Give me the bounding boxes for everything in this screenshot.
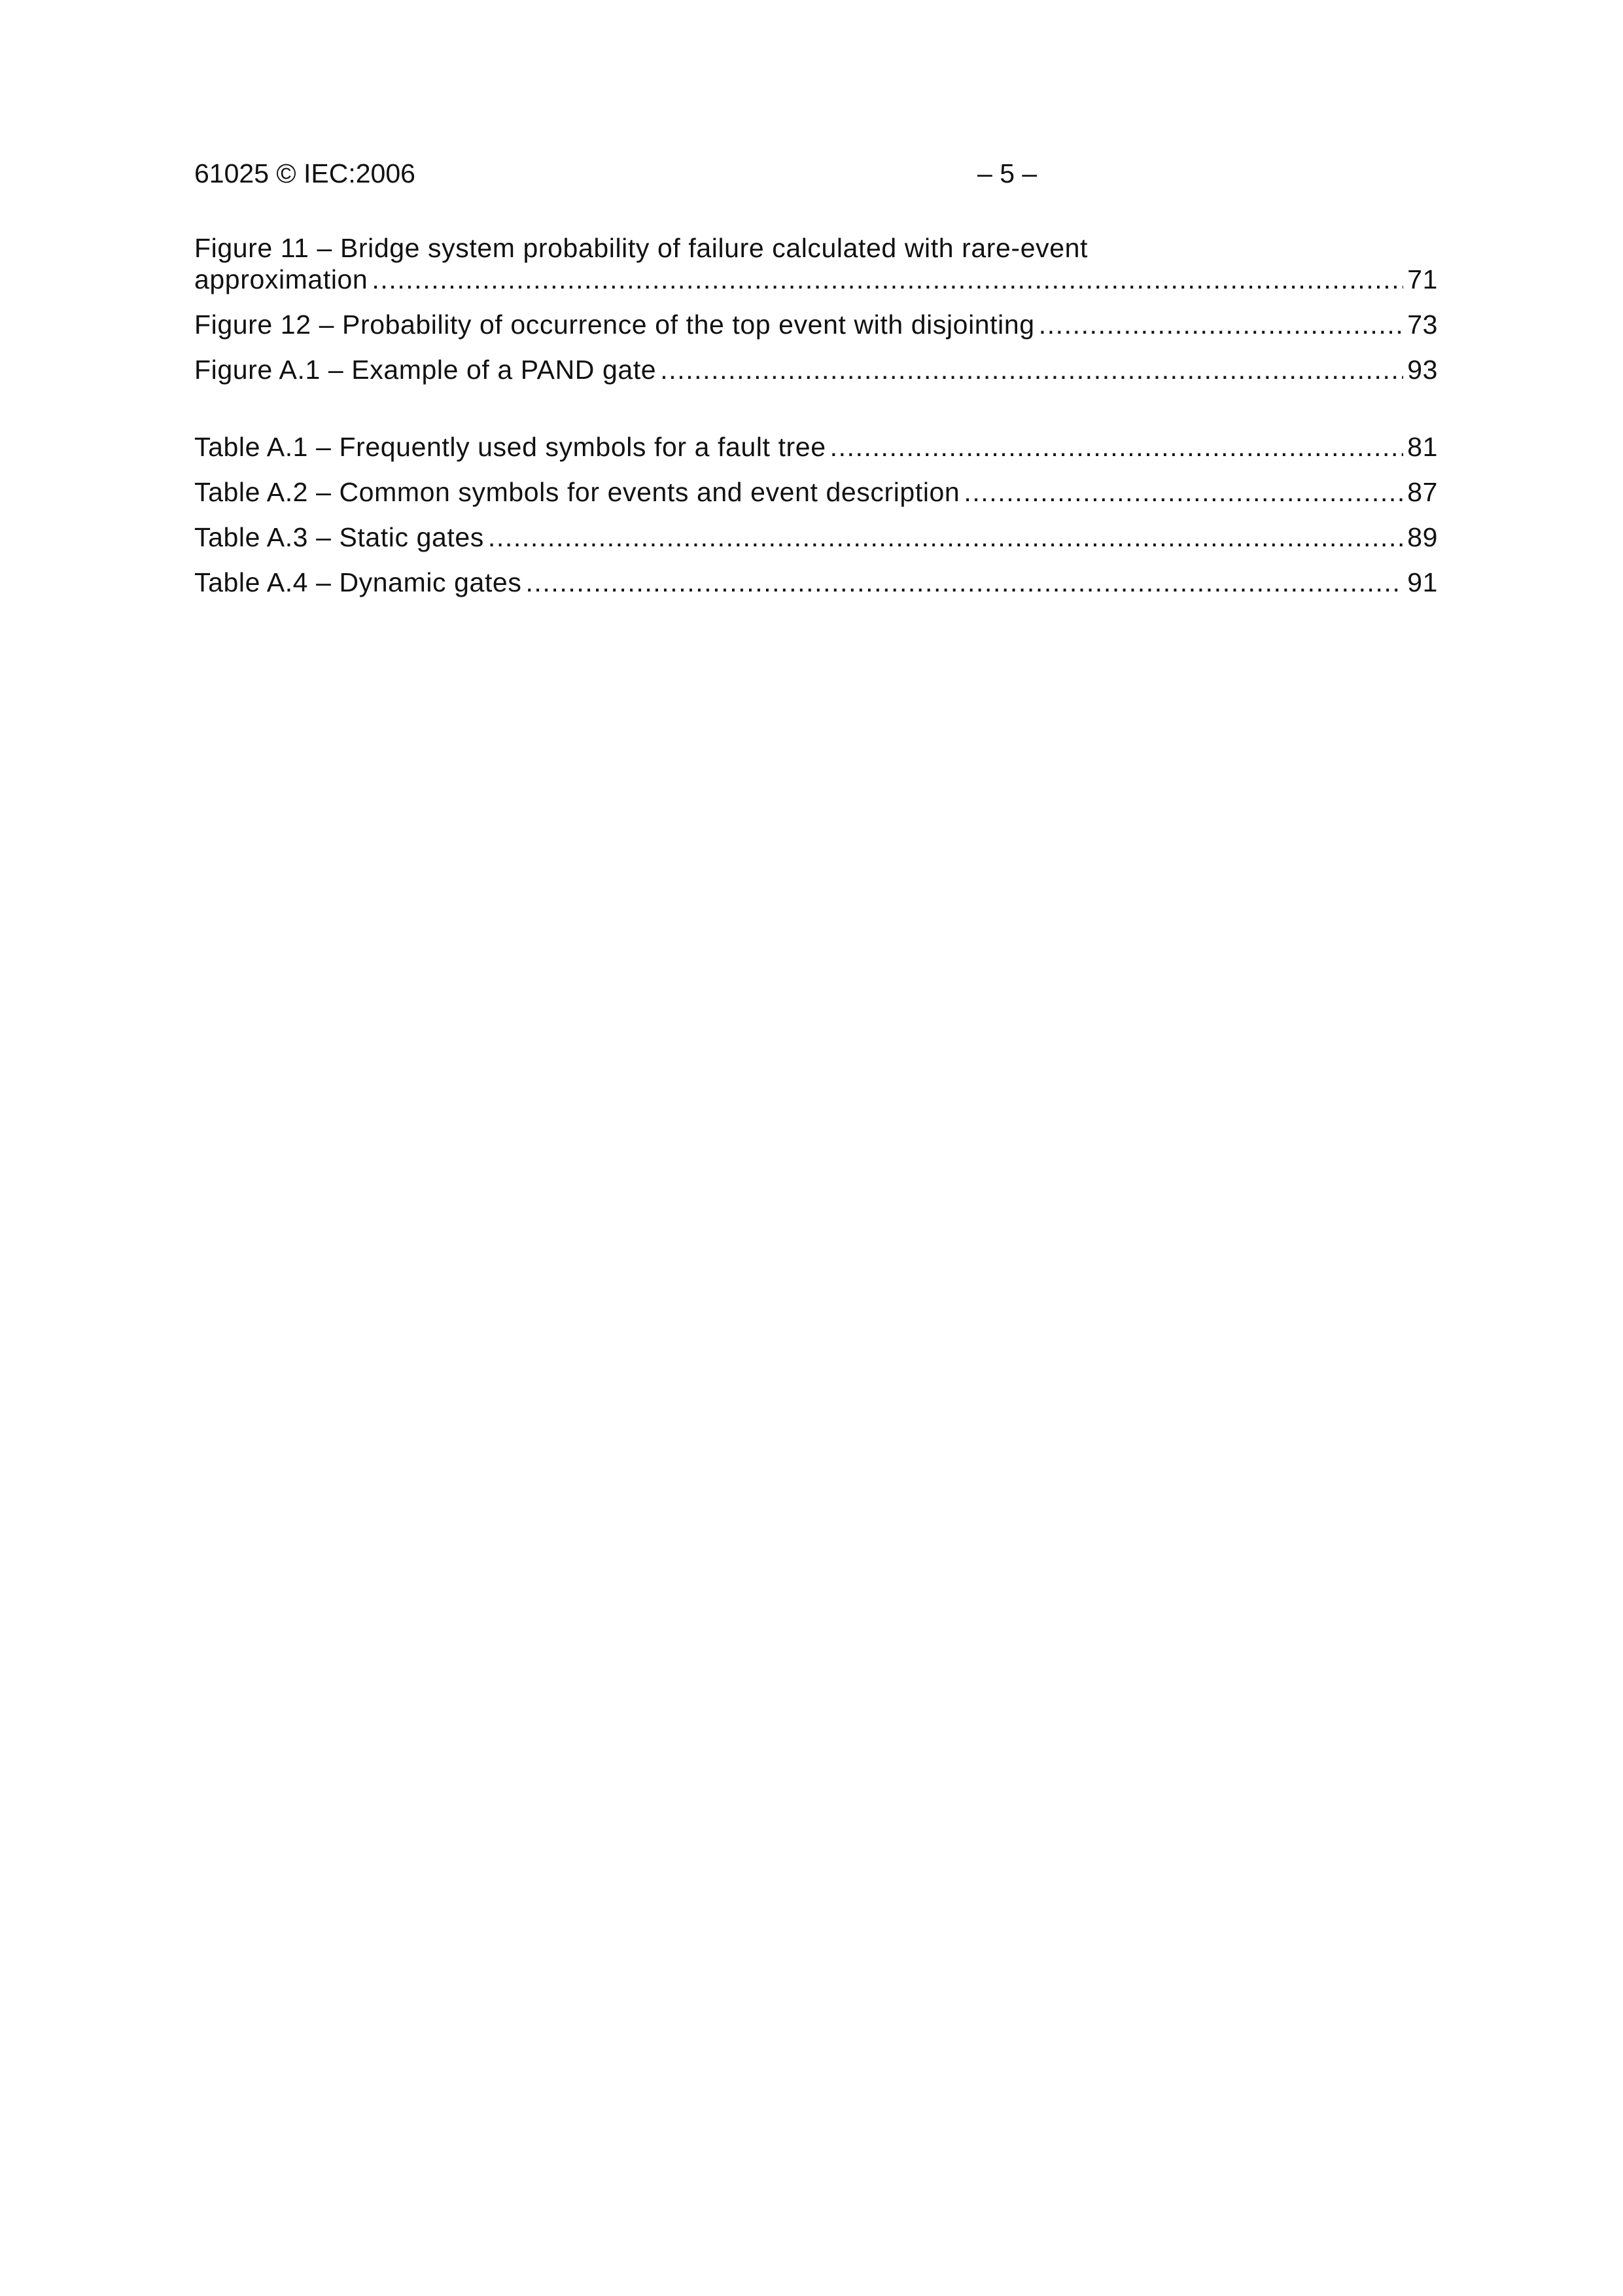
document-id: 61025 © IEC:2006 <box>194 158 415 188</box>
toc-entry-figure-a1[interactable] <box>194 354 1438 385</box>
toc-entry-title: Figure 12 – Probability of occurrence of the top event with disjointing <box>194 309 1035 340</box>
dot-leader <box>488 521 1403 553</box>
dot-leader <box>660 354 1403 385</box>
toc-entry-title: Figure A.1 – Example of a PAND gate <box>194 355 657 385</box>
toc-entry-page: 91 <box>1407 567 1438 597</box>
dot-leader <box>372 264 1403 295</box>
toc-entry-title: Figure 11 – Bridge system probability of failure calculated with rare-event <box>194 233 1088 263</box>
toc-entry-table-a2[interactable] <box>194 476 1438 508</box>
section-spacer <box>194 399 1438 431</box>
toc-entry-title: Table A.2 – Common symbols for events and event description <box>194 477 960 507</box>
toc-entry-page: 93 <box>1407 355 1438 385</box>
toc-entry-title-continued: approximation <box>194 264 368 294</box>
toc-entry-page: 71 <box>1407 264 1438 294</box>
toc-entry-table-a4[interactable] <box>194 567 1438 598</box>
toc-entry-title: Table A.1 – Frequently used symbols for a fault tree <box>194 432 826 462</box>
page-header <box>194 157 1437 190</box>
dot-leader <box>1039 309 1403 340</box>
toc-entry-figure-12[interactable] <box>194 309 1438 340</box>
toc-entry-page: 89 <box>1407 522 1438 552</box>
dot-leader <box>525 567 1403 598</box>
toc-entry-page: 81 <box>1407 432 1438 462</box>
dot-leader <box>830 431 1404 463</box>
table-of-contents <box>194 232 1438 612</box>
toc-entry-page: 87 <box>1407 477 1438 507</box>
toc-entry-table-a1[interactable] <box>194 431 1438 463</box>
toc-entry-table-a3[interactable] <box>194 521 1438 553</box>
toc-entry-title: Table A.4 – Dynamic gates <box>194 567 522 597</box>
toc-entry-figure-11[interactable] <box>194 232 1438 295</box>
toc-entry-title: Table A.3 – Static gates <box>194 522 484 552</box>
page-number: – 5 – <box>977 158 1038 188</box>
toc-entry-page: 73 <box>1407 309 1438 340</box>
dot-leader <box>964 476 1403 508</box>
